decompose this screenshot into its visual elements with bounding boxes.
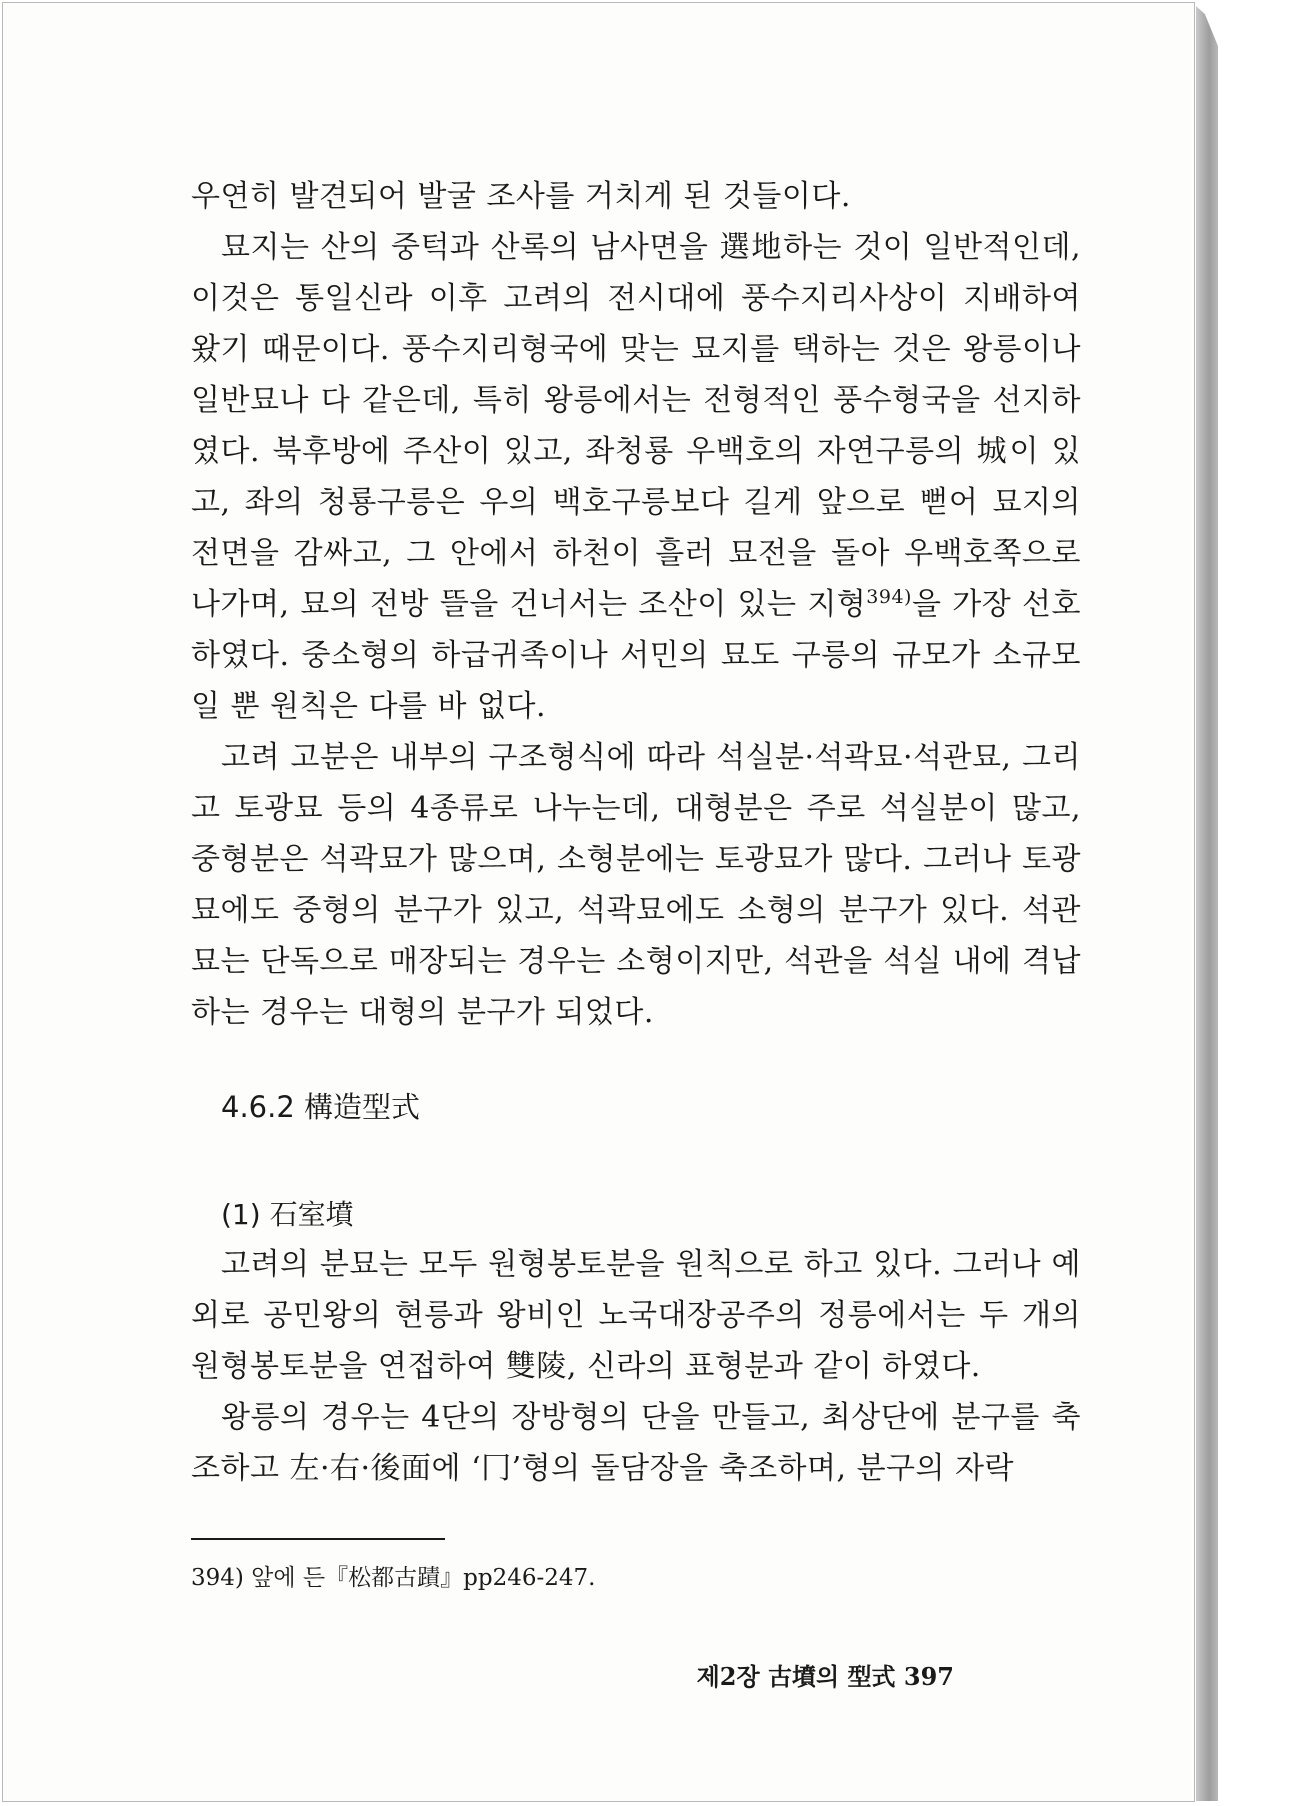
footnote-394: 394) 앞에 든『松都古蹟』pp246-247. bbox=[191, 1565, 596, 1591]
paragraph: 우연히 발견되어 발굴 조사를 거치게 된 것들이다. bbox=[191, 179, 851, 214]
paragraph bbox=[191, 222, 1081, 732]
section-heading: 4.6.2 構造型式 bbox=[221, 1090, 421, 1124]
paragraph: 고려의 분묘는 모두 원형봉토분을 원칙으로 하고 있다. 그러나 예외로 공민왕의 현릉과 왕비인 노국대장공주의 정릉에서는 두 개의 원형봉토분을 연접하여 雙陵, 신라의 표형분과 같이 하였다. bbox=[191, 1247, 1081, 1384]
paragraph-text: 을 가장 선호하였다. 중소형의 하급귀족이나 서민의 묘도 구릉의 규모가 소규모일 뿐 원칙은 다를 바 없다. bbox=[191, 587, 1081, 724]
footnote-divider bbox=[191, 1538, 445, 1540]
sub-heading: (1) 石室墳 bbox=[221, 1198, 354, 1231]
footnote-ref-394[interactable]: 394) bbox=[866, 586, 912, 608]
body-text-block-1 bbox=[191, 171, 1081, 1038]
book-page bbox=[2, 2, 1195, 1802]
page-edge-shadow bbox=[1196, 6, 1218, 1801]
body-text-block-2 bbox=[191, 1239, 1081, 1494]
paragraph: 고려 고분은 내부의 구조형식에 따라 석실분·석곽묘·석관묘, 그리고 토광묘 등의 4종류로 나누는데, 대형분은 주로 석실분이 많고, 중형분은 석곽묘가 많으며, 소형분에는 토광묘가 많다. 그러나 토광묘에도 중형의 분구가 있고, 석곽묘에도 소형의 분구가 있다. 석관묘는 단독으로 매장되는 경우는 소형이지만, 석관을 석실 내에 격납하는 경우는 대형의 분구가 되었다. bbox=[191, 740, 1081, 1030]
running-footer: 제2장 古墳의 型式 397 bbox=[696, 1662, 954, 1691]
paragraph: 왕릉의 경우는 4단의 장방형의 단을 만들고, 최상단에 분구를 축조하고 左·右·後面에 ‘冂’형의 돌담장을 축조하며, 분구의 자락 bbox=[191, 1400, 1081, 1486]
paragraph-text: 묘지는 산의 중턱과 산록의 남사면을 選地하는 것이 일반적인데, 이것은 통일신라 이후 고려의 전시대에 풍수지리사상이 지배하여 왔기 때문이다. 풍수지리형국에 맞는 묘지를 택하는 것은 왕릉이나 일반묘나 다 같은데, 특히 왕릉에서는 전형적인 풍수형국을 선지하였다. 북후방에 주산이 있고, 좌청룡 우백호의 자연구릉의 城이 있고, 좌의 청룡구릉은 우의 백호구릉보다 길게 앞으로 뻗어 묘지의 전면을 감싸고, 그 안에서 하천이 흘러 묘전을 돌아 우백호쪽으로 나가며, 묘의 전방 뜰을 건너서는 조산이 있는 지형 bbox=[191, 230, 1081, 622]
